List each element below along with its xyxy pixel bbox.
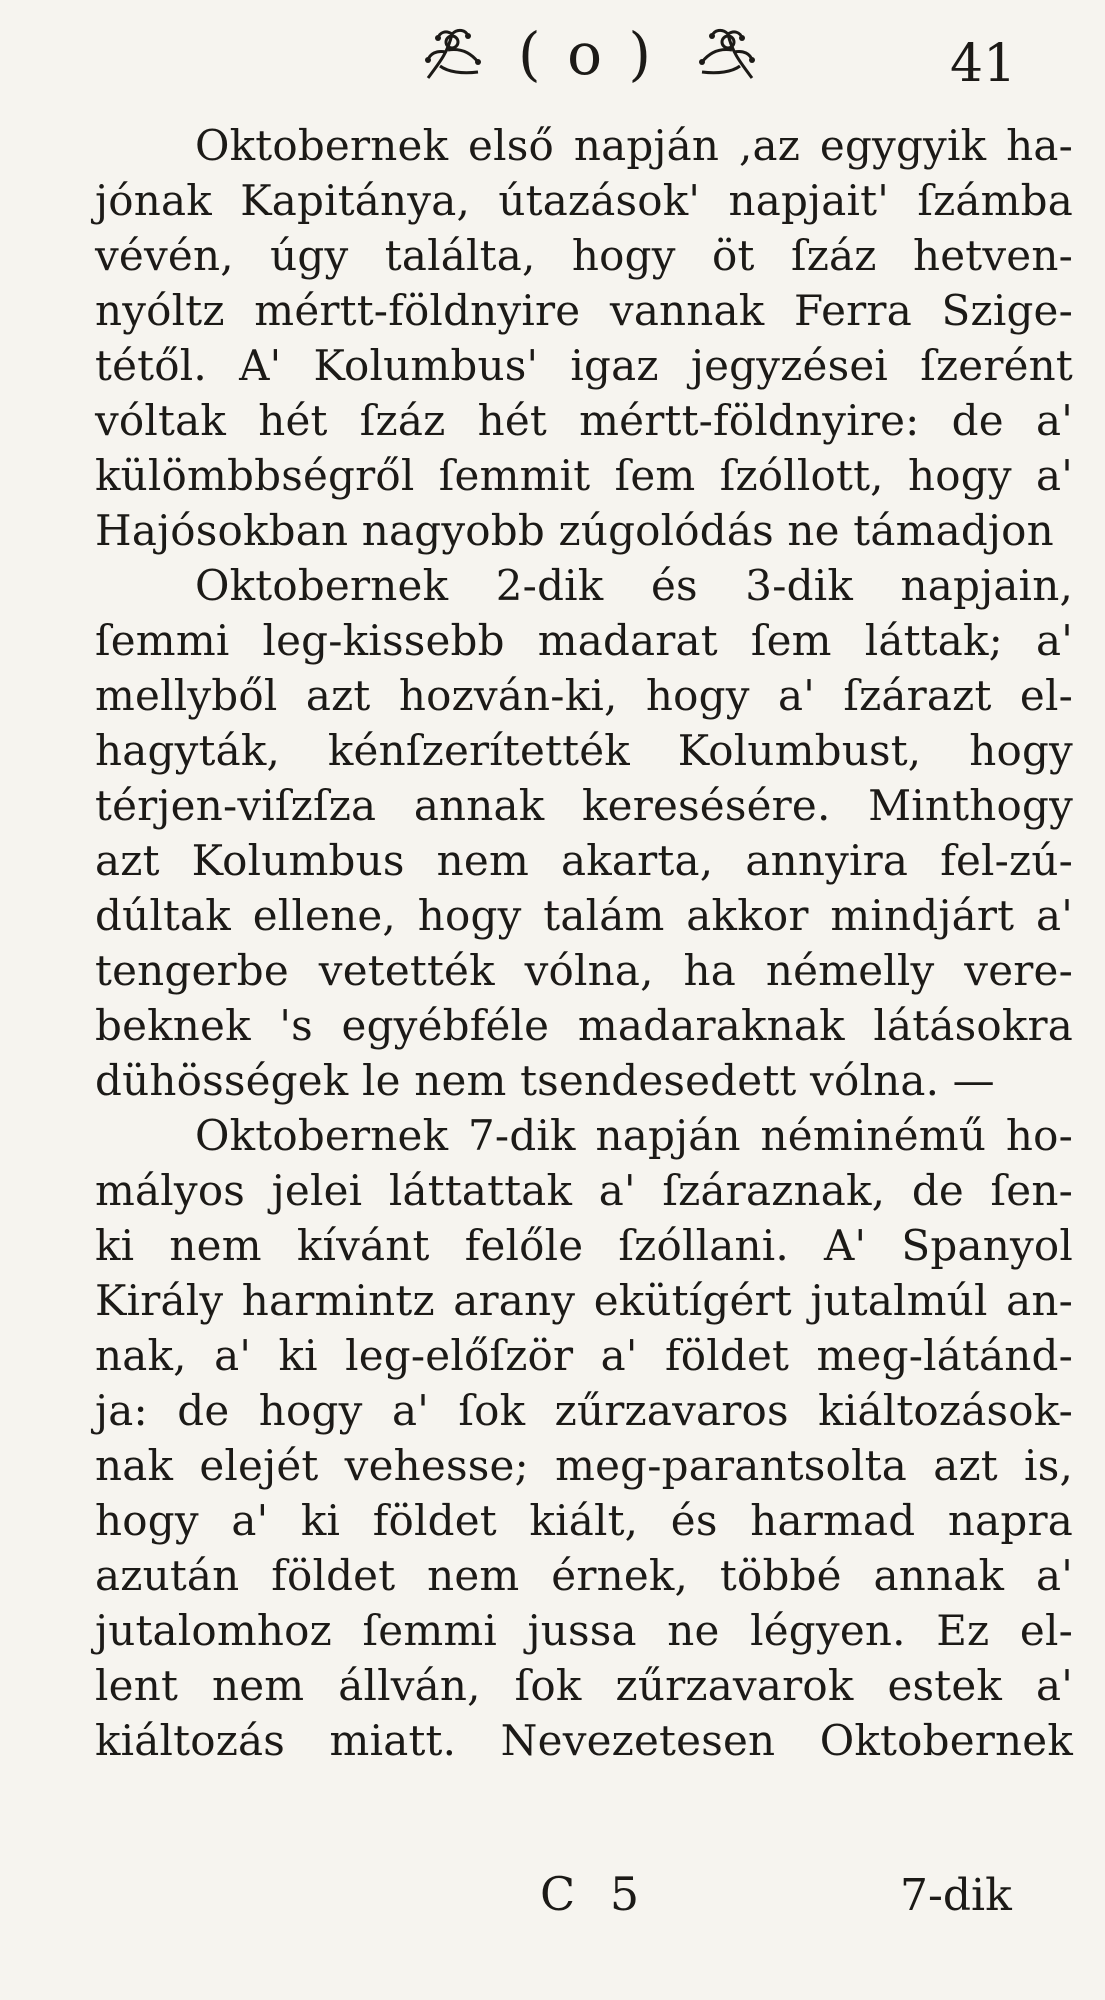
text-line: nak elejét vehesse; meg-parantsolta azt is, — [95, 1441, 1073, 1490]
text-line: ja: de hogy a' ſok zűrzavaros kiáltozások- — [95, 1386, 1073, 1435]
text-line: mályos jelei láttattak a' ſzáraznak, de ſen- — [95, 1166, 1073, 1215]
text-line: tengerbe vetették vólna, ha némelly vere- — [95, 946, 1073, 995]
text-line: tétől. A' Kolumbus' igaz jegyzései ſzerént — [95, 341, 1073, 390]
running-header — [0, 18, 1105, 108]
text-line: Hajósokban nagyobb zúgolódás ne támadjon — [95, 506, 1054, 555]
floral-ornament-icon — [418, 22, 488, 86]
text-line: Oktobernek 2-dik és 3-dik napjain, — [195, 561, 1073, 610]
text-line: beknek 's egyébféle madaraknak látásokra — [95, 1001, 1073, 1050]
text-line: nak, a' ki leg-előſzör a' földet meg-látánd- — [95, 1331, 1073, 1380]
signature-mark: C 5 — [540, 1867, 650, 1921]
text-line: kiáltozás miatt. Nevezetesen Oktobernek — [95, 1716, 1073, 1765]
body-text — [95, 118, 1073, 1768]
text-line: hagyták, kénſzerítették Kolumbust, hogy — [95, 726, 1073, 775]
text-line: jónak Kapitánya, útazások' napjait' ſzámba — [95, 176, 1073, 225]
text-line: Oktobernek első napján ,az egygyik ha- — [195, 121, 1073, 170]
catchword: 7-dik — [900, 1870, 1012, 1921]
text-line: azután földet nem érnek, többé annak a' — [95, 1551, 1073, 1600]
text-line: hogy a' ki földet kiált, és harmad napra — [95, 1496, 1073, 1545]
floral-ornament-icon — [690, 22, 762, 86]
page-number: 41 — [950, 34, 1017, 94]
text-line: ſemmi leg-kissebb madarat ſem láttak; a' — [95, 616, 1073, 665]
text-line: vóltak hét ſzáz hét mértt-földnyire: de a' — [95, 396, 1073, 445]
text-line: nyóltz mértt-földnyire vannak Ferra Szige- — [95, 286, 1073, 335]
text-line: térjen-viſzſza annak keresésére. Minthogy — [95, 781, 1073, 830]
text-line: mellyből azt hozván-ki, hogy a' ſzárazt el- — [95, 671, 1073, 720]
text-line: dúltak ellene, hogy talám akkor mindjárt a' — [95, 891, 1073, 940]
text-line: külömbbségről ſemmit ſem ſzóllott, hogy a' — [95, 451, 1073, 500]
text-line: dühösségek le nem tsendesedett vólna. — — [95, 1056, 995, 1105]
text-line: Király harmintz arany ekütígért jutalmúl an- — [95, 1276, 1073, 1325]
text-line: jutalomhoz ſemmi jussa ne légyen. Ez el- — [95, 1606, 1073, 1655]
text-line: vévén, úgy találta, hogy öt ſzáz hetven- — [95, 231, 1073, 280]
text-line: Oktobernek 7-dik napján néminémű ho- — [195, 1111, 1073, 1160]
text-line: ki nem kívánt felőle ſzóllani. A' Spanyol — [95, 1221, 1073, 1270]
page-footer — [0, 1864, 1105, 1934]
text-line: lent nem állván, ſok zűrzavarok estek a' — [95, 1661, 1073, 1710]
text-line: azt Kolumbus nem akarta, annyira fel-zú- — [95, 836, 1073, 885]
header-mark: ( o ) — [518, 20, 656, 88]
